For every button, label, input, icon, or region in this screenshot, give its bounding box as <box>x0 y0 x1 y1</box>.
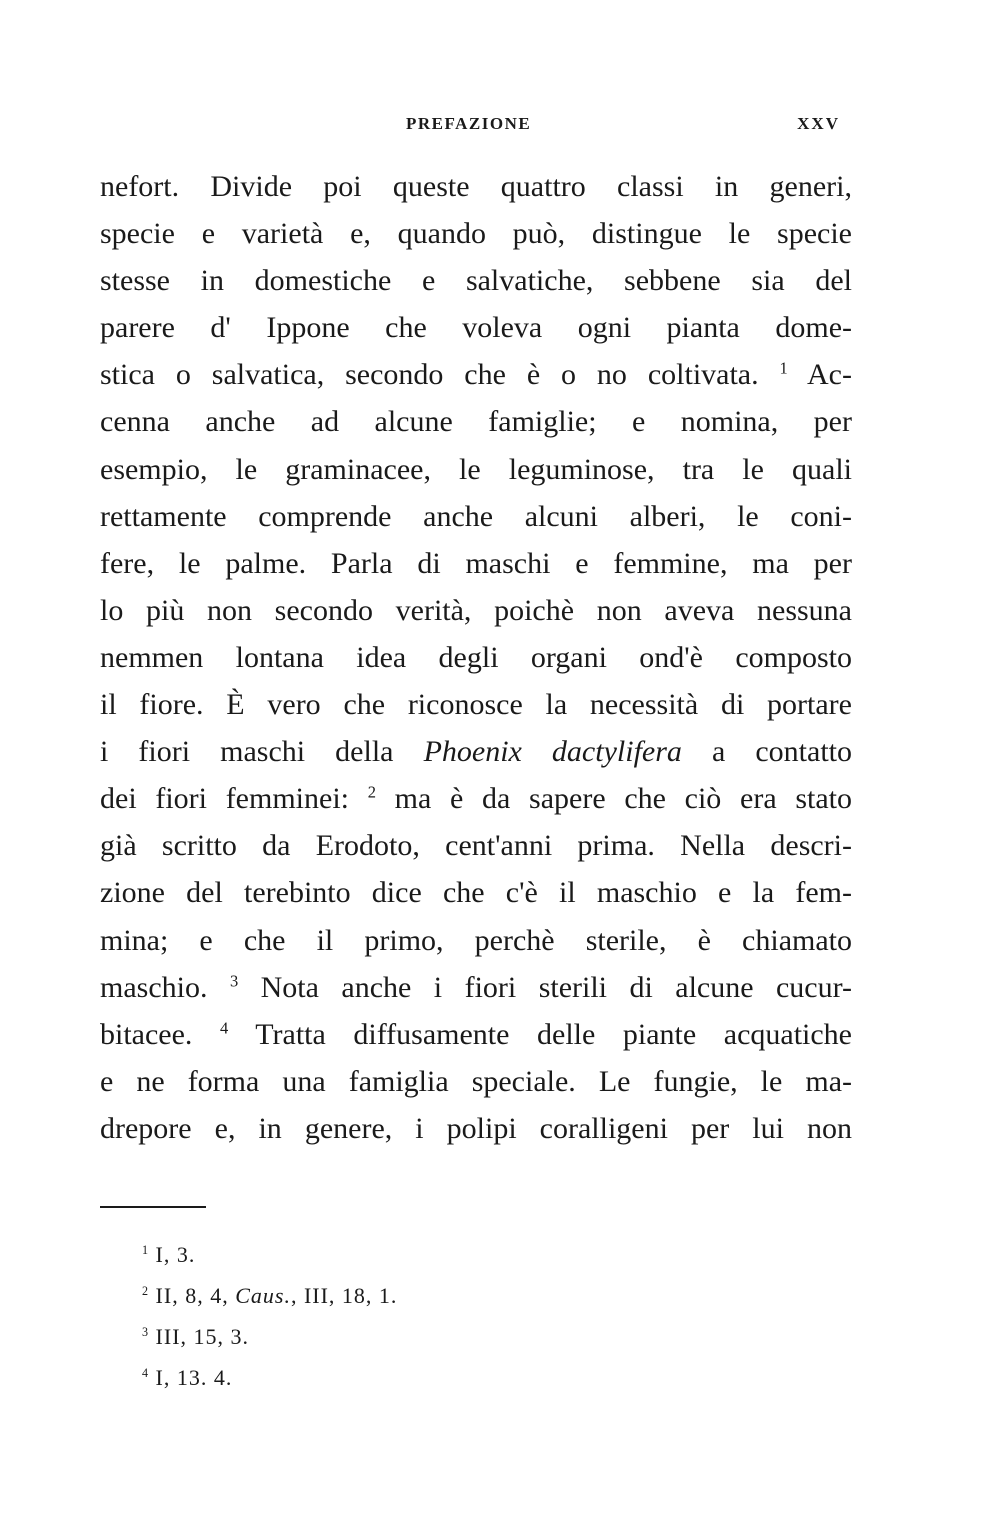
header-title: PREFAZIONE <box>406 114 532 133</box>
italic-text: Phoenix dactylifera <box>423 735 682 769</box>
text-segment: i fiori maschi della <box>100 735 424 769</box>
text-line <box>100 587 852 634</box>
footnote-marker: 1 <box>142 1243 150 1258</box>
text-segment: stesse in domestiche e salvatiche, sebbene sia del <box>100 264 852 298</box>
italic-text: Caus. <box>235 1283 291 1308</box>
footnote-marker: 2 <box>142 1284 150 1299</box>
text-segment: nemmen lontana idea degli organi ond'è composto <box>100 640 852 674</box>
text-line <box>100 540 852 587</box>
text-line <box>100 822 852 869</box>
text-line <box>100 1011 852 1058</box>
footnote <box>142 1357 642 1398</box>
text-segment: il fiore. È vero che riconosce la necessità di portare <box>100 688 852 722</box>
text-segment: lo più non secondo verità, poichè non aveva nessuna <box>100 593 852 627</box>
text-line <box>100 493 852 540</box>
text-segment: esempio, le graminacee, le leguminose, tra le quali <box>100 452 852 486</box>
text-segment: dei fiori femminei: <box>100 782 368 816</box>
text-segment: III, 15, 3. <box>149 1324 250 1349</box>
text-line <box>100 917 852 964</box>
text-line <box>100 869 852 916</box>
text-line <box>100 210 852 257</box>
footnote-divider <box>100 1206 206 1208</box>
footnotes <box>142 1234 642 1398</box>
text-segment: e ne forma una famiglia speciale. Le fungie, le ma- <box>100 1064 852 1098</box>
text-segment: già scritto da Erodoto, cent'anni prima. Nella descri- <box>100 829 852 863</box>
footnote-marker: 4 <box>142 1366 150 1381</box>
footnote-marker: 2 <box>367 782 376 802</box>
text-segment: drepore e, in genere, i polipi coralligeni per lui non <box>100 1111 852 1145</box>
text-line <box>100 681 852 728</box>
text-line <box>100 351 852 398</box>
page-number: XXV <box>797 114 840 133</box>
text-line <box>100 257 852 304</box>
footnote-marker: 1 <box>779 358 788 378</box>
text-segment: zione del terebinto dice che c'è il maschio e la fem- <box>100 876 852 910</box>
text-line <box>100 1058 852 1105</box>
text-line <box>100 304 852 351</box>
text-segment: specie e varietà e, quando può, distingue le specie <box>100 217 852 251</box>
footnote-marker: 3 <box>229 970 239 990</box>
text-segment: nefort. Divide poi queste quattro classi in generi, <box>100 170 852 203</box>
text-line <box>100 964 852 1011</box>
text-segment: Tratta diffusamente delle piante acquatiche <box>228 1017 852 1051</box>
text-line <box>100 775 852 822</box>
text-segment: Nota anche i fiori sterili di alcune cucur- <box>238 970 852 1004</box>
text-line <box>100 1105 852 1152</box>
text-segment: I, 13. 4. <box>149 1365 233 1390</box>
text-line <box>100 446 852 493</box>
running-header <box>100 114 840 144</box>
footnote-marker: 4 <box>220 1017 229 1037</box>
text-line <box>100 728 852 775</box>
text-segment: I, 3. <box>149 1242 196 1267</box>
text-segment: ma è da sapere che ciò era stato <box>375 782 852 816</box>
text-segment: Ac- <box>787 358 852 392</box>
text-line <box>100 163 852 210</box>
text-segment: II, 8, 4, <box>149 1283 236 1308</box>
text-segment: parere d' Ippone che voleva ogni pianta dome- <box>100 311 852 345</box>
footnote <box>142 1275 642 1316</box>
text-segment: mina; e che il primo, perchè sterile, è chiamato <box>100 923 852 957</box>
footnote <box>142 1316 642 1357</box>
text-segment: maschio. <box>100 970 230 1004</box>
footnote-marker: 3 <box>142 1325 150 1340</box>
text-segment: stica o salvatica, secondo che è o no coltivata. <box>100 358 780 392</box>
text-segment: a contatto <box>681 735 852 769</box>
text-segment: cenna anche ad alcune famiglie; e nomina, per <box>100 405 852 439</box>
text-segment: fere, le palme. Parla di maschi e femmine, ma per <box>100 546 852 580</box>
text-segment: bitacee. <box>100 1017 220 1051</box>
text-segment: , III, 18, 1. <box>290 1283 398 1308</box>
text-segment: rettamente comprende anche alcuni alberi, le coni- <box>100 499 852 533</box>
text-line <box>100 398 852 445</box>
text-line <box>100 634 852 681</box>
footnote <box>142 1234 642 1275</box>
body-text <box>100 163 852 1152</box>
